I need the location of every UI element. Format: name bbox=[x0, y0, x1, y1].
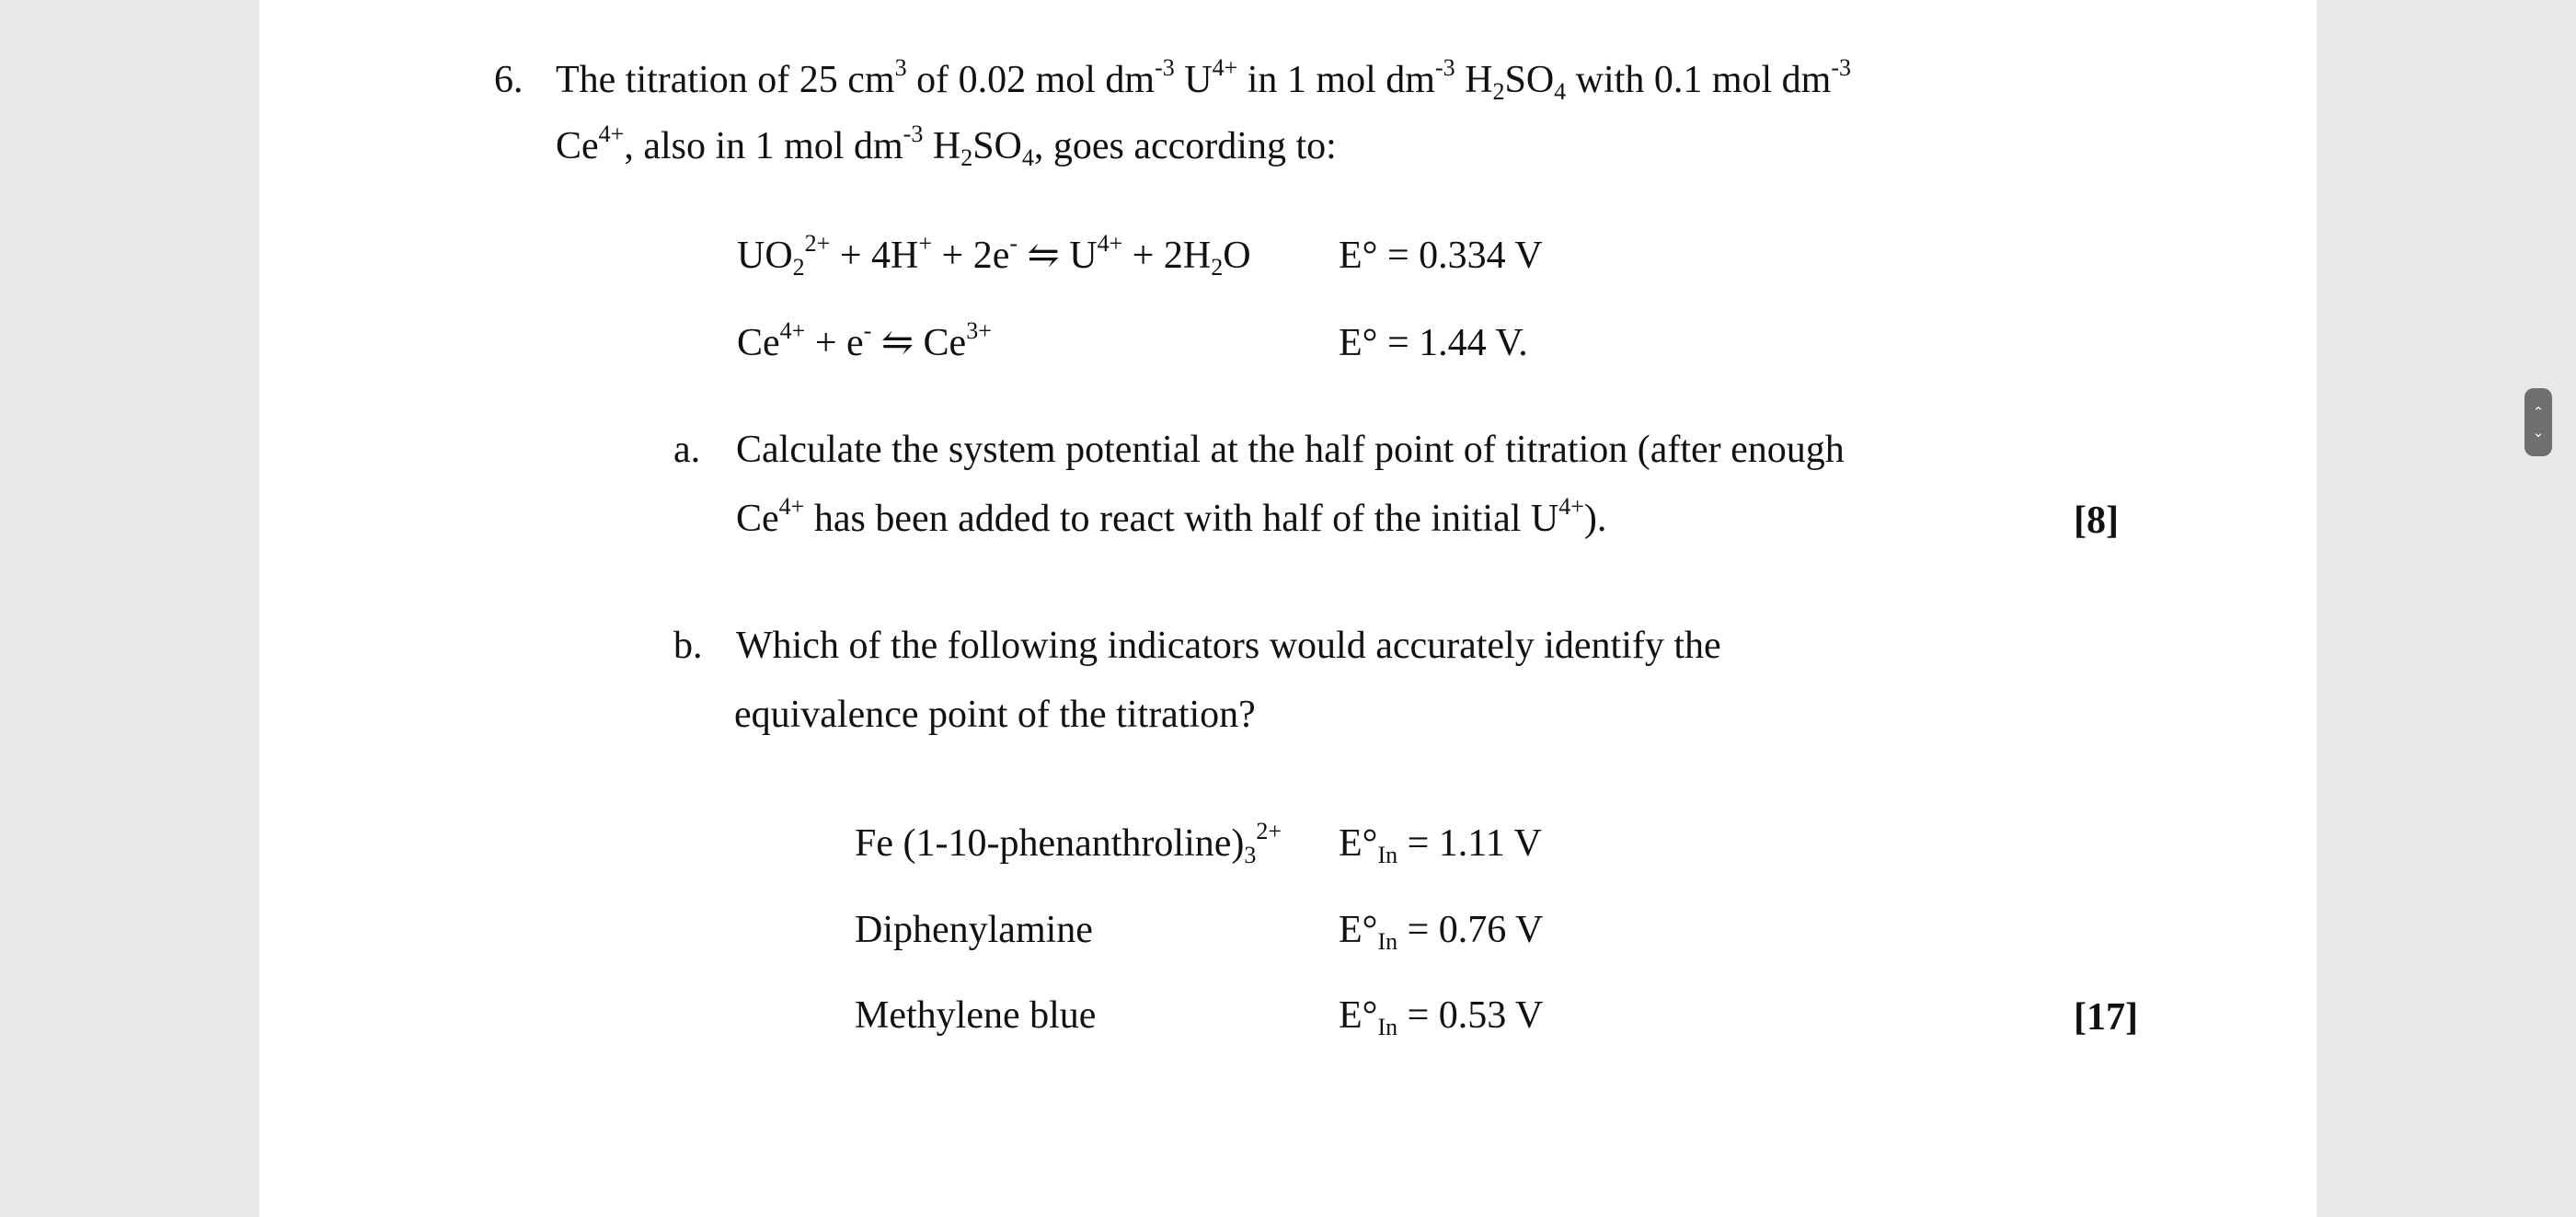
reaction-uranium-potential: E° = 0.334 V bbox=[1339, 235, 1543, 277]
indicator-potential: $E^\circ_{In} = 0.53$ V bbox=[1339, 994, 1544, 1040]
part-a-marks: [8] bbox=[2074, 499, 2119, 542]
part-a-line-2: $Ce^{4+}$ has been added to react with half of the initial $U^{4+}$). bbox=[736, 493, 1607, 540]
reaction-uranium: $UO_2^{2+} + 4H^+ + 2e^-$ ⇋ $U^{4+} + 2H_2O$ bbox=[737, 230, 1251, 281]
chevron-up-icon[interactable]: ⌃ bbox=[2532, 404, 2545, 420]
chevron-down-icon[interactable]: ⌄ bbox=[2532, 424, 2545, 441]
indicator-name: Diphenylamine bbox=[855, 909, 1093, 951]
part-a-label: a. bbox=[673, 429, 701, 471]
page-scroll-control[interactable] bbox=[2524, 388, 2552, 456]
reaction-cerium-potential: E° = 1.44 V. bbox=[1339, 322, 1528, 364]
question-line-1: The titration of 25 $cm^3$ of 0.02 mol $dm^{-3}$ $U^{4+}$ in 1 mol $dm^{-3}$ $H_2SO_4$ with 0.1 mol $dm^{-3}$ bbox=[556, 54, 1852, 105]
document-page bbox=[259, 0, 2317, 1217]
indicator-name: Methylene blue bbox=[855, 994, 1097, 1037]
indicator-potential: $E^\circ_{In} = 0.76$ V bbox=[1339, 909, 1544, 955]
indicator-name: Fe $(1-10-phenanthroline)_3^{2+}$ bbox=[855, 818, 1282, 868]
part-b-line-1: Which of the following indicators would accurately identify the bbox=[736, 625, 1721, 667]
reaction-cerium: $Ce^{4+} + e^-$ ⇋ $Ce^{3+}$ bbox=[737, 317, 992, 364]
question-line-2: $Ce^{4+}$, also in 1 mol $dm^{-3}$ $H_2SO_4$, goes according to: bbox=[556, 121, 1337, 171]
part-b-marks: [17] bbox=[2074, 996, 2138, 1039]
part-b-line-2: equivalence point of the titration? bbox=[734, 694, 1256, 736]
question-number: 6. bbox=[494, 59, 523, 101]
part-a-line-1: Calculate the system potential at the half point of titration (after enough bbox=[736, 429, 1845, 471]
part-b-label: b. bbox=[673, 625, 703, 667]
indicator-potential: $E^\circ_{In} = 1.11$ V bbox=[1339, 822, 1542, 868]
